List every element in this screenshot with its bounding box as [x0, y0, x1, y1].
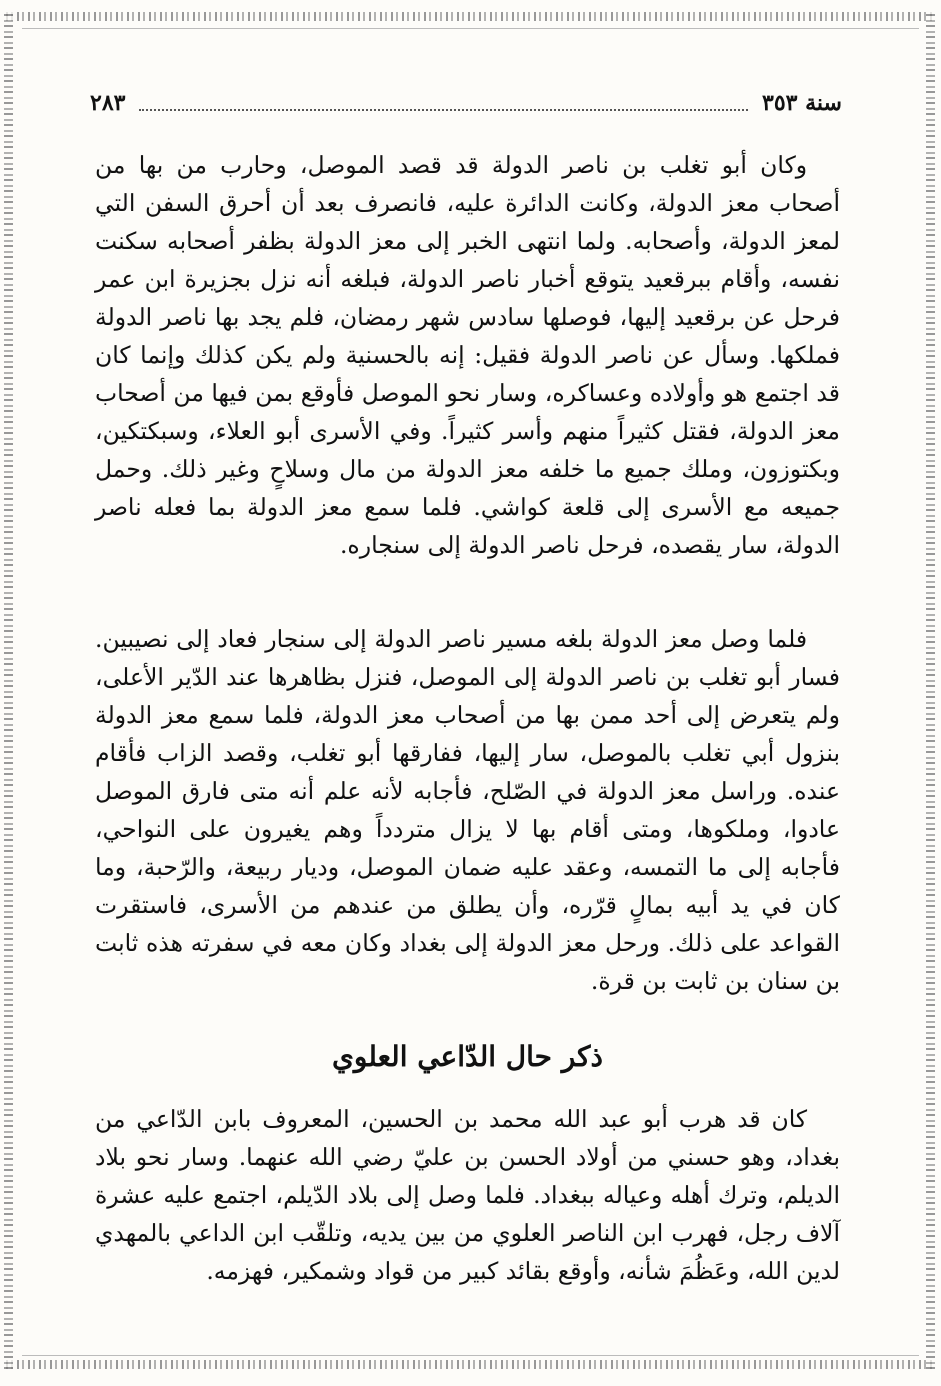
paragraph-1: وكان أبو تغلب بن ناصر الدولة قد قصد الموصل، وحارب من بها من أصحاب معز الدولة، وكانت الدائرة عليه، فانصرف بعد أن أحرق السفن التي لمعز الدولة، وأصحابه. ولما انتهى الخبر إلى معز الدولة بظفر أصحابه سكنت نفسه، وأقام ببرقعيد يتوقع أخبار ناصر الدولة، فبلغه أنه نزل بجزيرة ابن عمر فرحل عن برقعيد إليها، فوصلها سادس شهر رمضان، فلم يجد بها ناصر الدولة فملكها. وسأل عن ناصر الدولة فقيل: إنه بالحسنية ولم يكن كذلك وإنما كان قد اجتمع هو وأولاده وعساكره، وسار نحو الموصل فأوقع بمن فيها من أصحاب معز الدولة، فقتل كثيراً منهم وأسر كثيراً. وفي الأسرى أبو العلاء، وسبكتكين، وبكتوزون، وملك جميع ما خلفه معز الدولة من مال وسلاحٍ وغير ذلك. وحمل جميعه مع الأسرى إلى قلعة كواشي. فلما سمع معز الدولة بما فعله ناصر الدولة، سار يقصده، فرحل ناصر الدولة إلى سنجاره. [95, 151, 840, 559]
section-heading: ذكر حال الدّاعي العلوي [332, 1040, 603, 1073]
ornamental-border-top [6, 12, 935, 21]
ornamental-border-left [4, 12, 13, 1369]
paragraph-2: فلما وصل معز الدولة بلغه مسير ناصر الدولة إلى سنجار فعاد إلى نصيبين. فسار أبو تغلب بن ناصر الدولة إلى الموصل، فنزل بظاهرها عند الدّير الأعلى، ولم يتعرض إلى أحد ممن بها من أصحاب معز الدولة، فلما سمع معز الدولة بنزول أبي تغلب بالموصل، سار إليها، ففارقها أبو تغلب، وقصد الزاب فأقام عنده. وراسل معز الدولة في الصّلح، فأجابه لأنه علم أنه متى فارق الموصل عادوا، وملكوها، ومتى أقام بها لا يزال متردداً وهم يغيرون على النواحي، فأجابه إلى ما التمسه، وعقد عليه ضمان الموصل، وديار ربيعة، والرّحبة، وما كان في يد أبيه بمالٍ قرّره، وأن يطلق من عندهم من الأسرى، فاستقرت القواعد على ذلك. ورحل معز الدولة إلى بغداد وكان معه في سفرته هذه ثابت بن سنان بن ثابت بن قرة. [95, 625, 840, 995]
header-dotted-leader [139, 95, 748, 111]
ornamental-border-right [926, 12, 935, 1369]
section-1 [95, 146, 840, 564]
paragraph-3: كان قد هرب أبو عبد الله محمد بن الحسين، المعروف بابن الدّاعي من بغداد، وهو حسني من أولاد الحسن بن عليّ رضي الله عنهما. وسار نحو بلاد الديلم، وترك أهله وعياله ببغداد. فلما وصل إلى بلاد الدّيلم، اجتمع عليه عشرة آلاف رجل، فهرب ابن الناصر العلوي من بين يديه، وتلقّب ابن الداعي بالمهدي لدين الله، وعَظُمَ شأنه، وأوقع بقائد كبير من قواد وشمكير، فهزمه. [95, 1105, 840, 1285]
section-2 [95, 620, 840, 1000]
section-3 [95, 1100, 840, 1290]
page-number: ٢٨٣ [90, 90, 126, 116]
header-year: سنة ٣٥٣ [762, 90, 842, 116]
ornamental-border-bottom [6, 1360, 935, 1369]
running-header [90, 86, 842, 120]
